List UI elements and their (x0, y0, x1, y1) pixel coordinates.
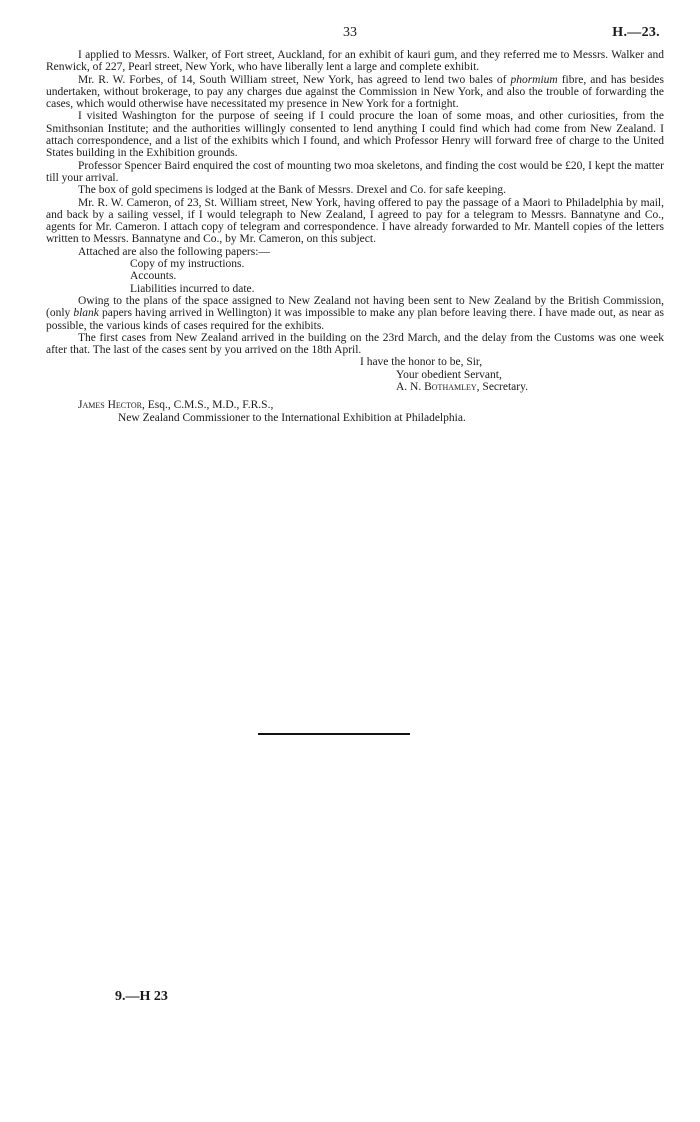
paragraph-gold-specimens: The box of gold specimens is lodged at the Bank of Messrs. Drexel and Co. for safe keeping. (78, 184, 506, 197)
italic-term: phormium (510, 73, 558, 86)
paragraph-text: Owing to the plans of the space assigned to New Zealand not having been sent to New Zealand by the British Commission, (only (46, 294, 664, 320)
page-number: 33 (343, 25, 357, 40)
signer-name: A. N. Bothamley (396, 381, 477, 394)
closing-line: I have the honor to be, Sir, (360, 356, 483, 369)
attachments-list (46, 258, 664, 295)
list-item: Accounts. (130, 270, 177, 283)
horizontal-rule (258, 733, 410, 735)
paragraph-text: Mr. R. W. Forbes, of 14, South William street, New York, has agreed to lend two bales of (78, 73, 511, 86)
addressee-position: New Zealand Commissioner to the International Exhibition at Philadelphia. (118, 411, 466, 424)
signature-line (46, 381, 664, 393)
closing-line: Your obedient Servant, (396, 368, 502, 381)
addressee-credentials: , Esq., C.M.S., M.D., F.R.S., (141, 399, 274, 412)
list-item: Copy of my instructions. (130, 258, 245, 271)
paragraph-attached-papers: Attached are also the following papers:— (78, 245, 270, 258)
paragraph-washington: I visited Washington for the purpose of seeing if I could procure the loan of some moas, and other curiosities, from the Smithsonian Institute; and the authorities willingly consented to lend anything I could find which had come from New Zealand. I attach correspondence, and a list of the exhibits which I found, and which Professor Henry will forward free of charge to the United States building in the Exhibition grounds. (46, 110, 664, 160)
document-reference: H.—23. (612, 25, 660, 40)
printer-signature-mark: 9.—H 23 (115, 989, 168, 1004)
paragraph-kauri-gum: I applied to Messrs. Walker, of Fort street, Auckland, for an exhibit of kauri gum, and they referred me to Messrs. Walker and Renwick, of 227, Pearl street, New York, who have liberally lent a large and complete exhibit. (46, 49, 664, 74)
list-item: Liabilities incurred to date. (130, 282, 255, 295)
signer-title: , Secretary. (476, 381, 528, 394)
paragraph-space-plans (46, 295, 664, 332)
letter-body (46, 49, 664, 424)
letter-closing (46, 356, 664, 393)
addressee (46, 399, 664, 411)
paragraph-first-cases: The first cases from New Zealand arrived in the building on the 23rd March, and the delay from the Customs was one week after that. The last of the cases sent by you arrived on the 18th April. (46, 331, 664, 357)
paragraph-text: papers having arrived in Wellington) it was impossible to make any plan before leaving there. I have made out, as near as possible, the various kinds of cases required for the exhibits. (46, 307, 664, 332)
paragraph-maori-passage: Mr. R. W. Cameron, of 23, St. William street, New York, having offered to pay the passage of a Maori to Philadelphia by mail, and back by a sailing vessel, if I would telegraph to New Zealand, I agreed to pay for a telegram to Messrs. Bannatyne and Co., agents for Mr. Cameron. I attach copy of telegram and correspondence. I have already forwarded to Mr. Mantell copies of the letters written to Messrs. Bannatyne and Co., by Mr. Cameron, on this subject. (46, 196, 664, 246)
paragraph-text: fibre, and has besides undertaken, without brokerage, to pay any charges due against the Commission in New York, and also the trouble of forwarding the cases, which would otherwise have necessitated my presence in New York for a fortnight. (46, 73, 664, 111)
addressee-name: James Hector (78, 399, 142, 412)
paragraph-phormium (46, 74, 664, 111)
paragraph-moa-skeletons: Professor Spencer Baird enquired the cost of mounting two moa skeletons, and finding the cost would be £20, I kept the matter till your arrival. (46, 159, 664, 184)
italic-term: blank (73, 307, 99, 320)
